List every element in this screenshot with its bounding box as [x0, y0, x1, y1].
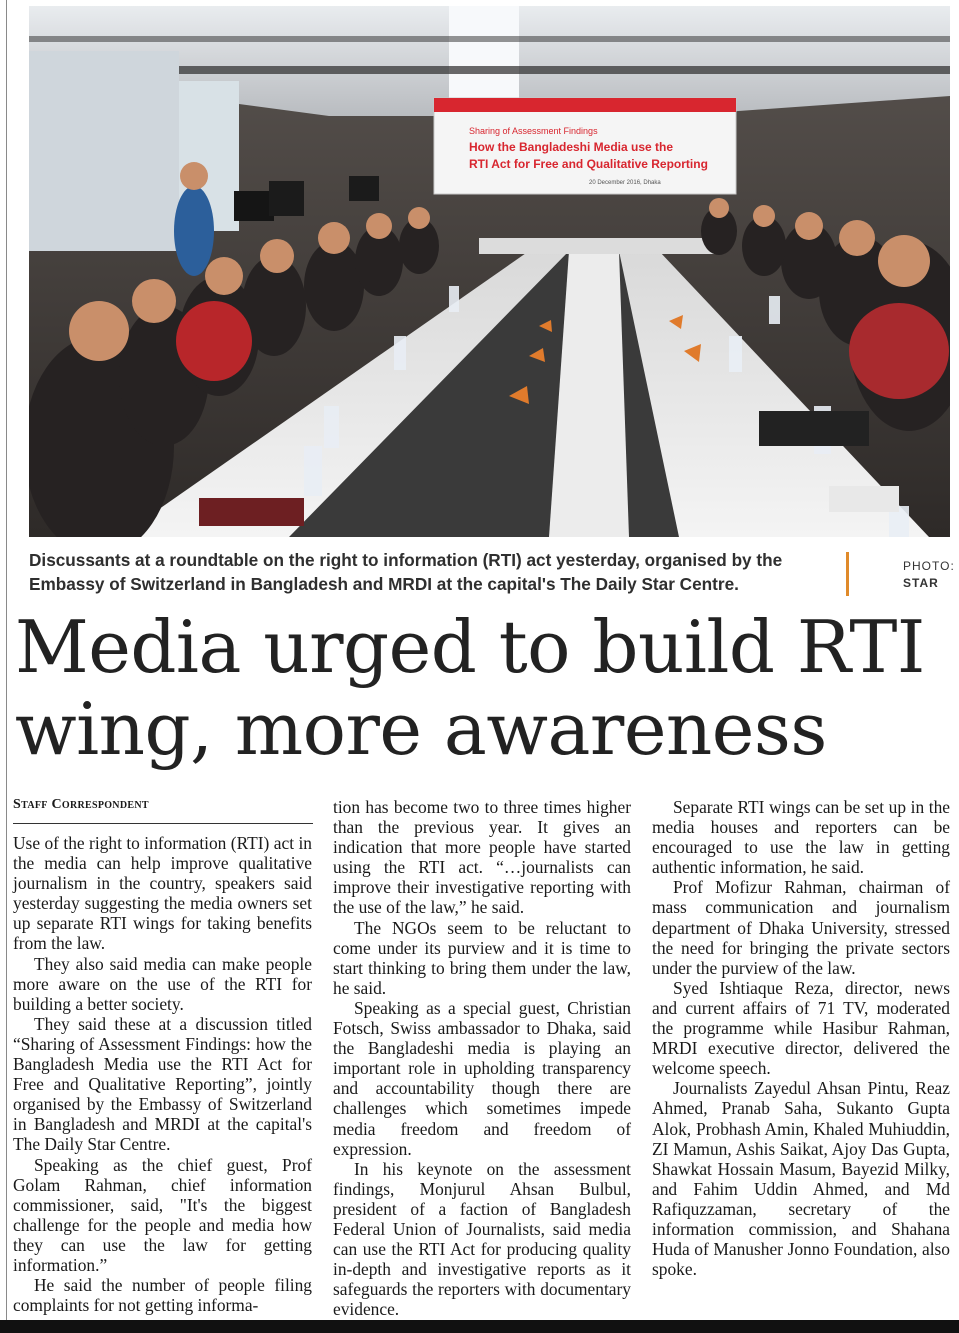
article-paragraph: Prof Mofizur Rahman, chairman of mass communication and journalism department of Dhaka University, stressed the need for bringing the private sectors under the purview of the law.: [652, 877, 950, 978]
byline-rule: [13, 823, 313, 824]
photo-credit-label: PHOTO:: [903, 559, 955, 573]
page-bottom-bar: [0, 1320, 959, 1333]
photo-caption: Discussants at a roundtable on the right to information (RTI) act yesterday, organised by the Embassy of Switzerland in Bangladesh and MRDI at the capital's The Daily Star Centre.: [29, 550, 783, 594]
article-paragraph: They also said media can make people more aware on the use of the RTI for building a better society.: [13, 953, 312, 1014]
caption-divider: [846, 552, 849, 596]
news-photo: [29, 6, 950, 537]
banner-line-2: How the Bangladeshi Media use the: [469, 140, 674, 154]
roundtable-photo-illustration: [29, 6, 950, 537]
article-column-2: [333, 797, 631, 1319]
article-paragraph: Separate RTI wings can be set up in the media houses and reporters can be encouraged to use the law in getting authentic information, he said.: [652, 797, 950, 878]
photo-credit: [903, 558, 959, 592]
article-paragraph: Journalists Zayedul Ahsan Pintu, Reaz Ahmed, Pranab Saha, Sukanto Gupta Alok, Probhash Amin, Khaled Muhiuddin, ZI Mamun, Ashis Saikat, Ajoy Das Gupta, Shawkat Hossain Masum, Bayezid Milky, and Fahim Uddin Ahmed, and Md Rafiquzzaman, secretary of the information commission, and Shahana Huda of Manusher Jonno Foundation, also spoke.: [652, 1078, 950, 1280]
article-column-3: [652, 797, 950, 1279]
banner-line-1: Sharing of Assessment Findings: [469, 126, 598, 136]
headline: Media urged to build RTI wing, more awareness: [15, 605, 925, 771]
page-left-rule: [6, 0, 7, 1320]
article-paragraph: He said the number of people filing complaints for not getting informa-: [13, 1275, 312, 1316]
article-paragraph: Use of the right to information (RTI) act in the media can help improve qualitative journalism in the country, speakers said yesterday suggesting the media owners set up separate RTI wings for taking benefits from the law.: [13, 833, 312, 954]
article-paragraph: The NGOs seem to be reluctant to come under its purview and it is time to start thinking to bring them under the law, he said.: [333, 917, 631, 998]
banner-line-3: RTI Act for Free and Qualitative Reporting: [469, 157, 708, 171]
article-paragraph: They said these at a discussion titled “Sharing of Assessment Findings: how the Bangladesh Media use the RTI Act for Free and Qualitative Reporting”, jointly organised by the Embassy of Switzerland in Bangladesh and MRDI at the capital's The Daily Star Centre.: [13, 1013, 312, 1155]
article-paragraph: Speaking as the chief guest, Prof Golam Rahman, chief information commissioner, said, "It's the biggest challenge for the people and media how they can use the law for getting information.”: [13, 1154, 312, 1275]
banner-date: 20 December 2016, Dhaka: [589, 180, 661, 186]
article-paragraph: In his keynote on the assessment findings, Monjurul Ahsan Bulbul, president of a faction of Bangladesh Federal Union of Journalists, said media can use the RTI Act for producing quality in-depth and investigative reports as it safeguards the reporters with documentary evidence.: [333, 1158, 631, 1320]
article-paragraph: tion has become two to three times higher than the previous year. It gives an indication that more people have started using the RTI act. “…journalists can improve their investigative reporting with the use of the law,” he said.: [333, 797, 631, 918]
article-column-1: [13, 833, 312, 1315]
article-paragraph: Syed Ishtiaque Reza, director, news and current affairs of 71 TV, moderated the programme while Hasibur Rahman, MRDI executive director, delivered the welcome speech.: [652, 977, 950, 1079]
photo-credit-source: STAR: [903, 576, 939, 590]
byline-text: Staff Correspondent: [13, 797, 149, 812]
byline: [13, 797, 313, 813]
article-paragraph: Speaking as a special guest, Christian Fotsch, Swiss ambassador to Dhaka, said the Bangladeshi media is playing an important role in upholding transparency and accountability though there are challenges which sometimes impede media freedom and freedom of expression.: [333, 997, 631, 1159]
